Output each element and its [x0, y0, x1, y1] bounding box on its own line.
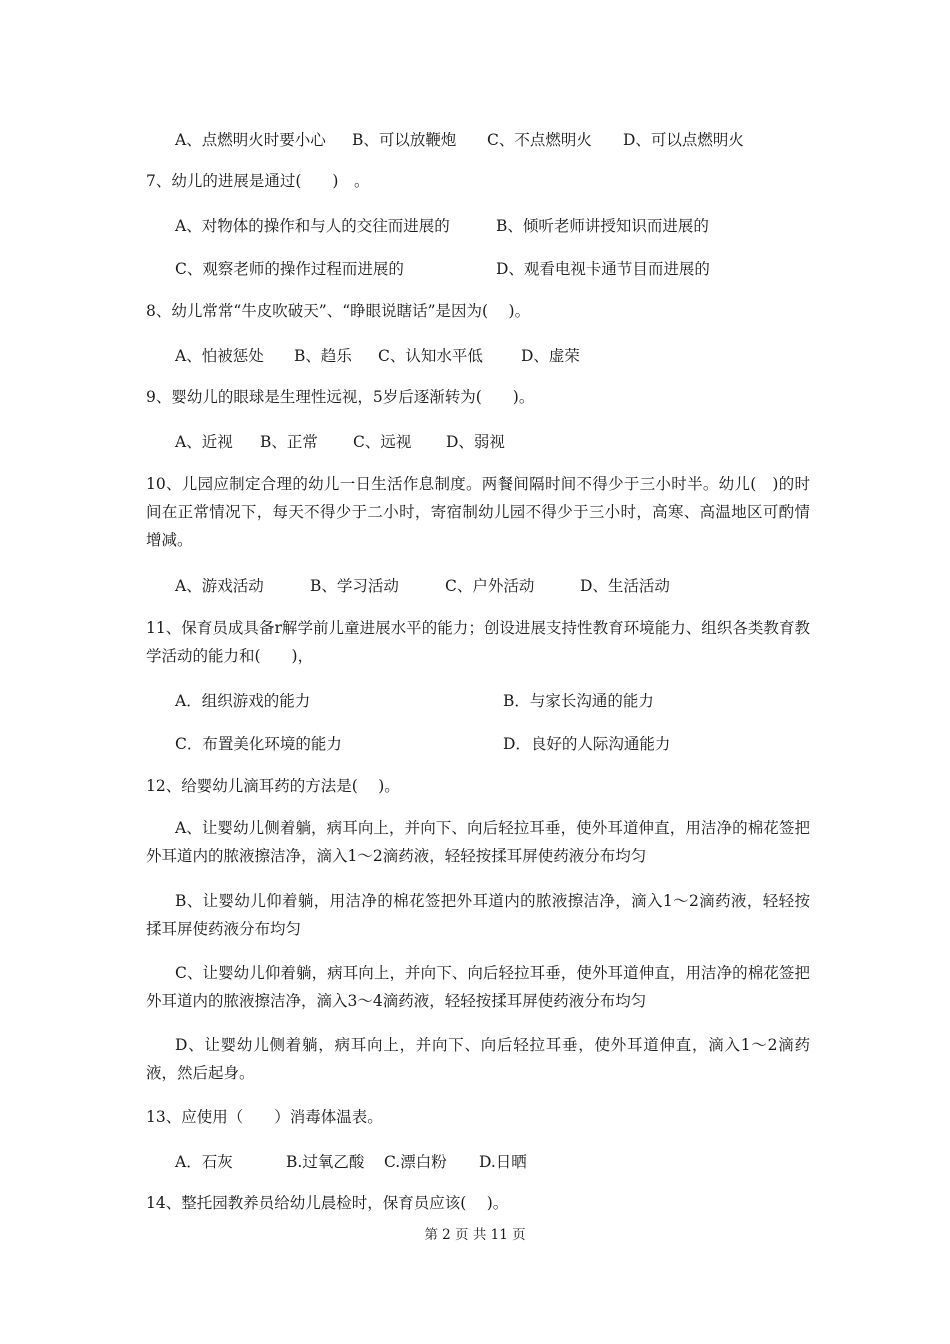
q13-option-b: B.过氧乙酸 — [286, 1153, 365, 1171]
q14-stem: 14、整托园教养员给幼儿晨检时，保育员应该( )。 — [146, 1194, 509, 1212]
q11-stem: 11、保育员成具备r解学前儿童进展水平的能力；创设进展支持性教育环境能力、组织各类教育教学活动的能力和( )， — [146, 619, 810, 665]
q9-option-c: C、远视 — [353, 433, 412, 451]
page-footer: 第 2 页 共 11 页 — [424, 1227, 526, 1243]
q7-stem: 7、幼儿的进展是通过( ) 。 — [146, 172, 370, 190]
q13-option-a: A．石灰 — [175, 1153, 233, 1171]
q12-option-b: B、让婴幼儿仰着躺，用洁净的棉花签把外耳道内的脓液擦洁净，滴入1～2滴药液，轻轻按揉耳屏使药液分布均匀 — [146, 892, 810, 938]
q6-option-a: A、点燃明火时要小心 — [175, 131, 326, 149]
q7-option-d: D、观看电视卡通节目而进展的 — [496, 260, 710, 278]
q10-option-c: C、户外活动 — [445, 577, 535, 595]
q12-stem: 12、给婴幼儿滴耳药的方法是( )。 — [146, 777, 400, 795]
q9-option-b: B、正常 — [260, 433, 318, 451]
q8-option-d: D、虚荣 — [521, 347, 580, 365]
q8-option-b: B、趋乐 — [294, 347, 352, 365]
q7-option-c: C、观察老师的操作过程而进展的 — [175, 260, 404, 278]
q7-option-b: B、倾听老师讲授知识而进展的 — [496, 217, 709, 235]
q13-option-c: C.漂白粉 — [384, 1153, 447, 1171]
q11-option-c: C．布置美化环境的能力 — [175, 735, 342, 753]
q6-option-d: D、可以点燃明火 — [623, 131, 744, 149]
q12-option-a: A、让婴幼儿侧着躺，病耳向上，并向下、向后轻拉耳垂，使外耳道伸直，用洁净的棉花签把外耳道内的脓液擦洁净，滴入1～2滴药液，轻轻按揉耳屏使药液分布均匀 — [146, 819, 810, 865]
q11-option-b: B．与家长沟通的能力 — [503, 692, 654, 710]
q12-option-d: D、让婴幼儿侧着躺，病耳向上，并向下、向后轻拉耳垂，使外耳道伸直，滴入1～2滴药液，然后起身。 — [146, 1036, 810, 1082]
q9-option-a: A、近视 — [175, 433, 233, 451]
q10-stem: 10、儿园应制定合理的幼儿一日生活作息制度。两餐间隔时间不得少于三小时半。幼儿( )的时间在正常情况下，每天不得少于二小时，寄宿制幼儿园不得少于三小时，高寒、高温地区可酌情增减。 — [146, 475, 810, 549]
q13-stem: 13、应使用（ ）消毒体温表。 — [146, 1108, 383, 1126]
q6-option-c: C、不点燃明火 — [487, 131, 592, 149]
q13-option-d: D.日晒 — [479, 1153, 527, 1171]
q10-option-d: D、生活活动 — [580, 577, 670, 595]
q11-option-d: D．良好的人际沟通能力 — [503, 735, 671, 753]
q7-option-a: A、对物体的操作和与人的交往而进展的 — [175, 217, 450, 235]
q8-stem: 8、幼儿常常“牛皮吹破天”、“睁眼说瞎话”是因为( )。 — [146, 302, 531, 320]
q9-stem: 9、婴幼儿的眼球是生理性远视，5岁后逐渐转为( )。 — [146, 388, 535, 406]
q9-option-d: D、弱视 — [446, 433, 505, 451]
q6-option-b: B、可以放鞭炮 — [352, 131, 457, 149]
q10-option-a: A、游戏活动 — [175, 577, 264, 595]
q12-option-c: C、让婴幼儿仰着躺，病耳向上，并向下、向后轻拉耳垂，使外耳道伸直，用洁净的棉花签把外耳道内的脓液擦洁净，滴入3～4滴药液，轻轻按揉耳屏使药液分布均匀 — [146, 964, 810, 1010]
q10-option-b: B、学习活动 — [310, 577, 399, 595]
q8-option-a: A、怕被惩处 — [175, 347, 264, 365]
q8-option-c: C、认知水平低 — [378, 347, 483, 365]
q11-option-a: A．组织游戏的能力 — [175, 692, 311, 710]
